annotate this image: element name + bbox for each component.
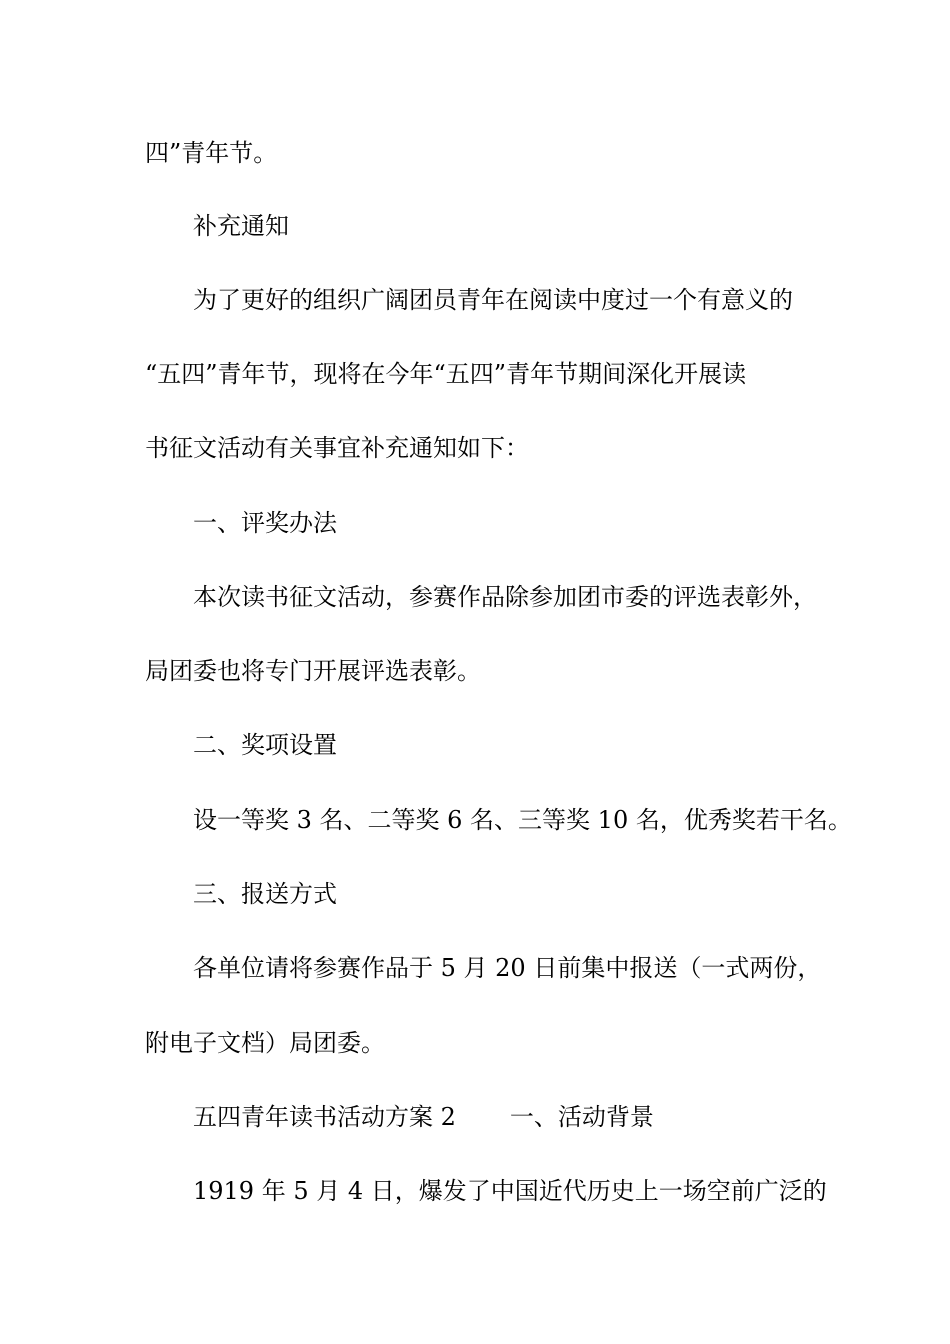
text-line-4: “五四”青年节，现将在今年“五四”青年节期间深化开展读 [145, 360, 747, 388]
text-line-13: 附电子文档）局团委。 [145, 1029, 385, 1057]
text-line-10: 设一等奖 3 名、二等奖 6 名、三等奖 10 名，优秀奖若干名。 [193, 806, 852, 834]
text-line-7: 本次读书征文活动，参赛作品除参加团市委的评选表彰外， [193, 583, 817, 611]
text-line-15: 1919 年 5 月 4 日，爆发了中国近代历史上一场空前广泛的 [193, 1177, 827, 1205]
section-heading-award-method: 一、评奖办法 [193, 509, 337, 537]
section-heading-supplementary-notice: 补充通知 [193, 212, 289, 240]
text-line-5: 书征文活动有关事宜补充通知如下： [145, 434, 529, 462]
section-heading-background: 一、活动背景 [509, 1103, 654, 1131]
text-line-3: 为了更好的组织广阔团员青年在阅读中度过一个有意义的 [193, 286, 793, 314]
section-heading-submission-method: 三、报送方式 [193, 880, 337, 908]
text-line-8: 局团委也将专门开展评选表彰。 [145, 657, 481, 685]
text-line-1: 四”青年节。 [145, 139, 278, 167]
plan-title: 五四青年读书活动方案 2 [193, 1103, 456, 1131]
section-heading-award-setup: 二、奖项设置 [193, 731, 337, 759]
plan-title-line [193, 1102, 654, 1132]
text-line-12: 各单位请将参赛作品于 5 月 20 日前集中报送（一式两份， [193, 954, 822, 982]
